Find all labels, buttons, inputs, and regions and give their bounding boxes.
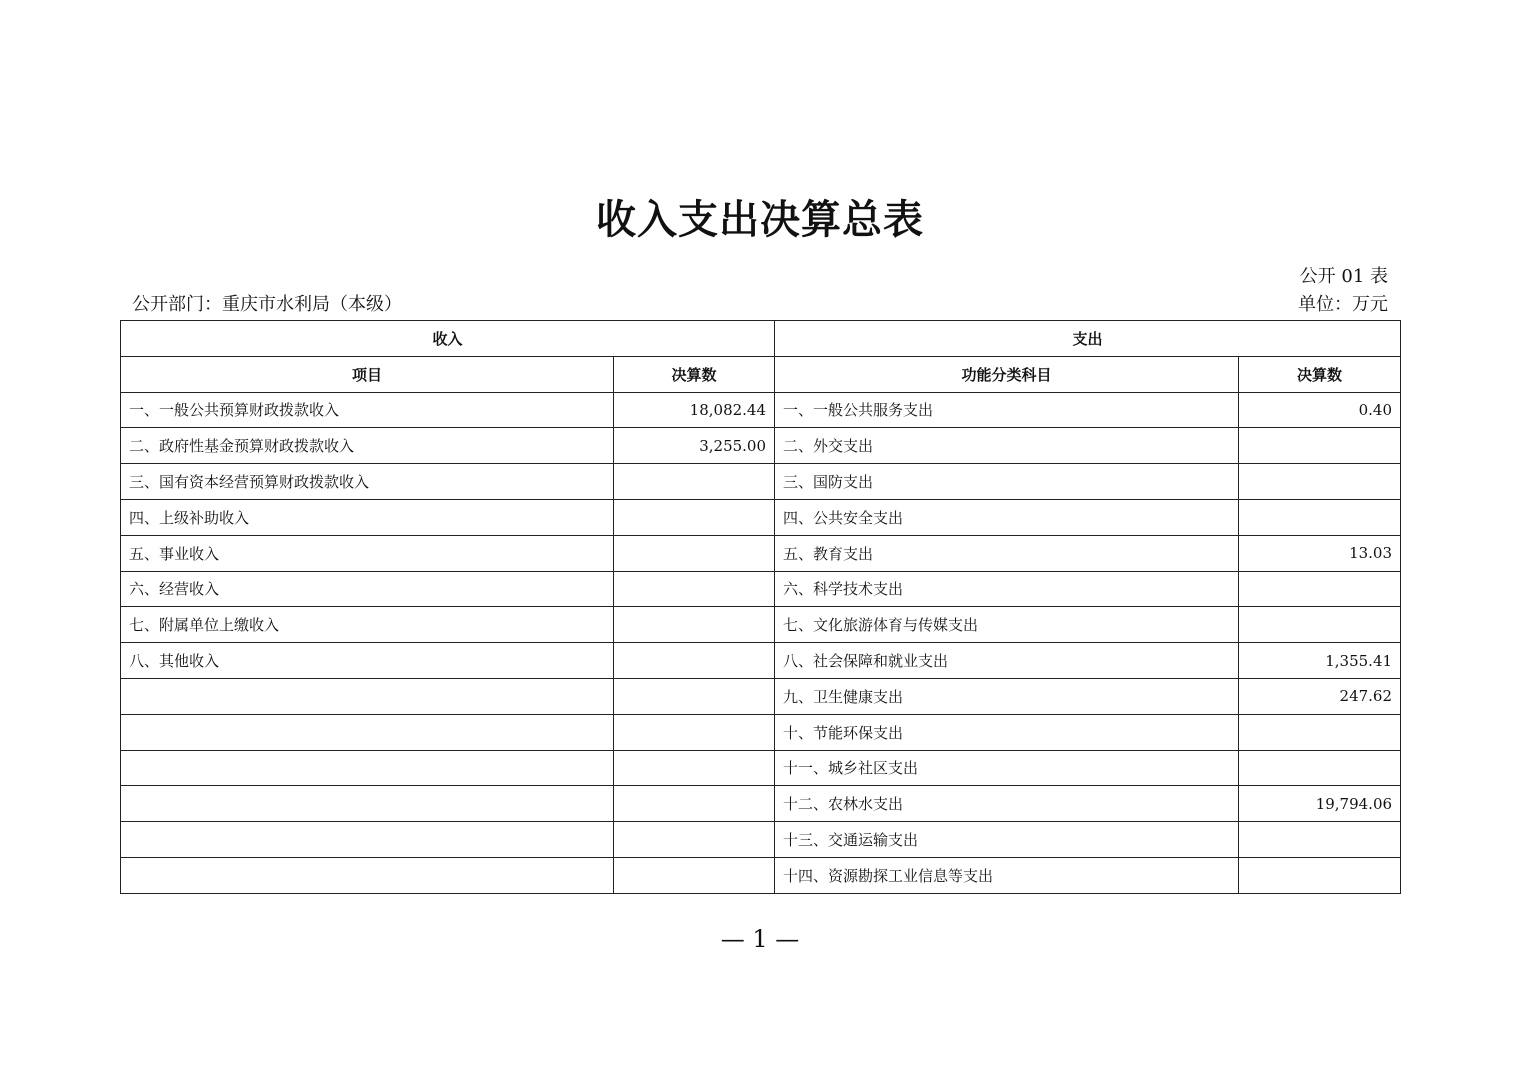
expense-group-header: 支出 (775, 321, 1401, 357)
expense-amount-cell: 0.40 (1239, 392, 1401, 428)
income-item-cell: 一、一般公共预算财政拨款收入 (121, 392, 614, 428)
income-amount-cell (614, 857, 775, 893)
column-header-row (121, 356, 1401, 392)
income-amount-cell (614, 571, 775, 607)
page-title: 收入支出决算总表 (596, 196, 924, 243)
expense-amount-cell: 13.03 (1239, 535, 1401, 571)
expense-amount-cell (1239, 571, 1401, 607)
expense-amount-cell (1239, 499, 1401, 535)
expense-item-cell: 十、节能环保支出 (775, 714, 1239, 750)
table-row (121, 643, 1401, 679)
income-group-header: 收入 (121, 321, 775, 357)
table-row (121, 750, 1401, 786)
income-item-cell (121, 714, 614, 750)
income-amount-column-header: 决算数 (614, 356, 775, 392)
function-category-column-header: 功能分类科目 (775, 356, 1239, 392)
group-header-row (121, 321, 1401, 357)
income-item-cell: 七、附属单位上缴收入 (121, 607, 614, 643)
page-number: — 1 — (720, 925, 800, 953)
table-row (121, 714, 1401, 750)
expense-item-cell: 四、公共安全支出 (775, 499, 1239, 535)
expense-item-cell: 一、一般公共服务支出 (775, 392, 1239, 428)
table-row (121, 535, 1401, 571)
expense-amount-cell: 19,794.06 (1239, 786, 1401, 822)
expense-item-cell: 五、教育支出 (775, 535, 1239, 571)
table-row (121, 678, 1401, 714)
income-item-cell: 二、政府性基金预算财政拨款收入 (121, 428, 614, 464)
expense-item-cell: 十一、城乡社区支出 (775, 750, 1239, 786)
expense-item-cell: 八、社会保障和就业支出 (775, 643, 1239, 679)
income-item-cell: 三、国有资本经营预算财政拨款收入 (121, 464, 614, 500)
unit-label: 单位：万元 (1298, 294, 1388, 315)
table-row (121, 392, 1401, 428)
expense-amount-cell: 247.62 (1239, 678, 1401, 714)
expense-item-cell: 十四、资源勘探工业信息等支出 (775, 857, 1239, 893)
table-row (121, 571, 1401, 607)
income-amount-cell (614, 714, 775, 750)
income-item-cell (121, 678, 614, 714)
expense-amount-cell (1239, 428, 1401, 464)
income-item-cell: 六、经营收入 (121, 571, 614, 607)
expense-amount-cell (1239, 857, 1401, 893)
income-amount-cell: 18,082.44 (614, 392, 775, 428)
expense-item-cell: 十二、农林水支出 (775, 786, 1239, 822)
table-row (121, 428, 1401, 464)
income-amount-cell (614, 607, 775, 643)
income-item-cell: 八、其他收入 (121, 643, 614, 679)
table-row (121, 607, 1401, 643)
income-amount-cell (614, 643, 775, 679)
table-row (121, 464, 1401, 500)
income-amount-cell (614, 678, 775, 714)
expense-item-cell: 三、国防支出 (775, 464, 1239, 500)
income-item-cell (121, 822, 614, 858)
expense-item-cell: 七、文化旅游体育与传媒支出 (775, 607, 1239, 643)
table-row (121, 822, 1401, 858)
table-row (121, 786, 1401, 822)
income-amount-cell (614, 499, 775, 535)
income-item-cell: 四、上级补助收入 (121, 499, 614, 535)
expense-item-cell: 九、卫生健康支出 (775, 678, 1239, 714)
expense-amount-cell (1239, 714, 1401, 750)
table-row (121, 857, 1401, 893)
income-amount-cell (614, 535, 775, 571)
income-item-cell (121, 750, 614, 786)
expense-amount-cell (1239, 464, 1401, 500)
expense-item-cell: 六、科学技术支出 (775, 571, 1239, 607)
expense-item-cell: 二、外交支出 (775, 428, 1239, 464)
table-body (121, 392, 1401, 893)
income-amount-cell (614, 822, 775, 858)
income-amount-cell (614, 786, 775, 822)
income-item-cell (121, 857, 614, 893)
income-amount-cell (614, 750, 775, 786)
table-number: 公开 01 表 (1299, 266, 1388, 287)
table-row (121, 499, 1401, 535)
expense-amount-cell (1239, 822, 1401, 858)
income-amount-cell (614, 464, 775, 500)
income-expense-table (120, 320, 1401, 894)
income-item-cell (121, 786, 614, 822)
expense-item-cell: 十三、交通运输支出 (775, 822, 1239, 858)
expense-amount-cell (1239, 607, 1401, 643)
item-column-header: 项目 (121, 356, 614, 392)
income-item-cell: 五、事业收入 (121, 535, 614, 571)
expense-amount-cell (1239, 750, 1401, 786)
expense-amount-cell: 1,355.41 (1239, 643, 1401, 679)
income-amount-cell: 3,255.00 (614, 428, 775, 464)
expense-amount-column-header: 决算数 (1239, 356, 1401, 392)
department-label: 公开部门：重庆市水利局（本级） (132, 294, 402, 315)
